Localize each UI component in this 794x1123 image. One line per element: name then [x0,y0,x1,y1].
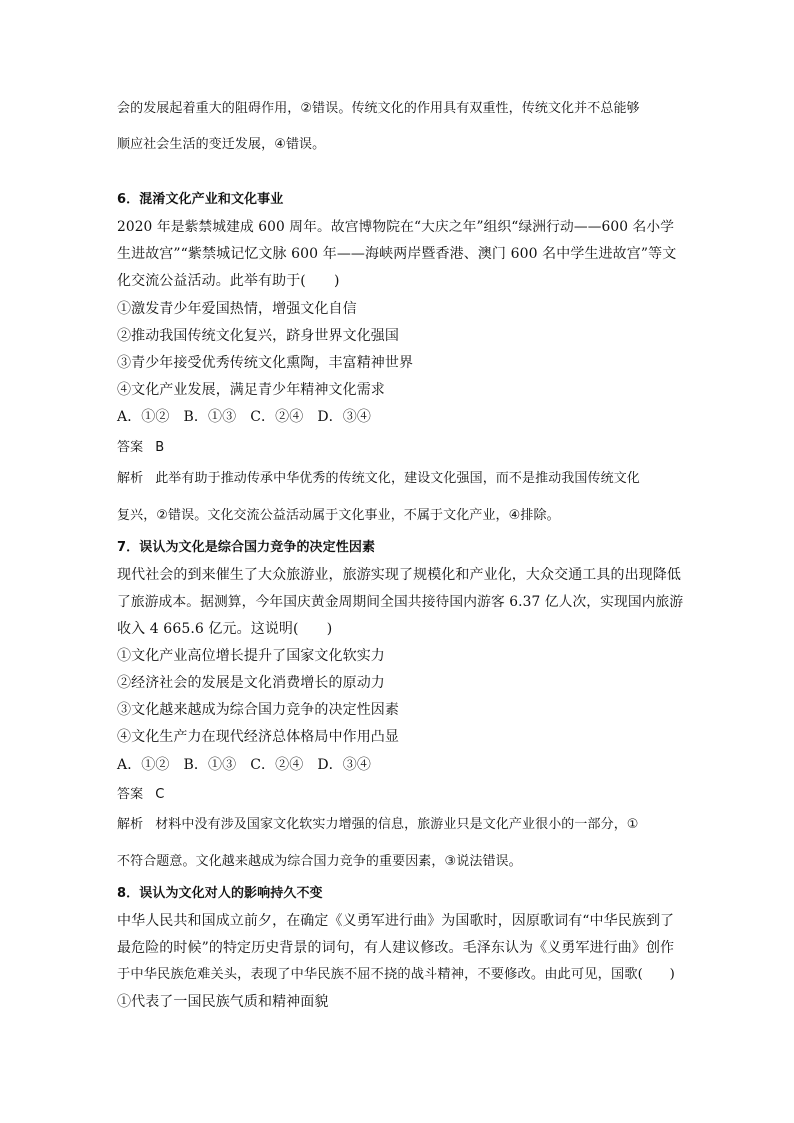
q7-item-4: ④文化生产力在现代经济总体格局中作用凸显 [117,729,399,745]
q6-explanation-line-2: 复兴，②错误。文化交流公益活动属于文化事业，不属于文化产业，④排除。 [117,508,560,523]
q8-stem-line-3: 于中华民族危难关头，表现了中华民族不屈不挠的战斗精神，不要修改。由此可见，国歌( ) [117,967,675,982]
q7-item-3: ③文化越来越成为综合国力竞争的决定性因素 [117,702,399,718]
q7-explanation-line-1 [117,816,682,834]
q8-heading: 8．误认为文化对人的影响持久不变 [117,886,323,901]
q6-item-4: ④文化产业发展，满足青少年精神文化需求 [117,382,385,398]
q6-option-c: C．②④ [250,409,304,425]
q6-item-1: ①激发青少年爱国热情，增强文化自信 [117,301,357,317]
q6-explanation-text-1: 此举有助于推动传承中华优秀的传统文化，建设文化强国，而不是推动我国传统文化 [155,471,640,486]
q7-item-1: ①文化产业高位增长提升了国家文化软实力 [117,648,385,664]
q6-explanation-line-1 [117,470,682,488]
q6-stem-line-2: 生进故宫”“紫禁城记忆文脉 600 年——海峡两岸暨香港、澳门 600 名中学生进故宫”等文 [117,246,677,262]
q7-options [117,756,682,774]
q7-stem-line-3: 收入 4 665.6 亿元。这说明( ) [117,621,333,637]
q6-heading: 6．混淆文化产业和文化事业 [117,192,284,207]
q6-option-d: D．③④ [317,409,371,425]
q6-options [117,408,682,426]
q7-item-2: ②经济社会的发展是文化消费增长的原动力 [117,675,385,691]
q7-explanation-line-2: 不符合题意。文化越来越成为综合国力竞争的重要因素，③说法错误。 [117,854,522,869]
q6-stem-line-1: 2020 年是紫禁城建成 600 周年。故宫博物院在“大庆之年”组织“绿洲行动——600 名小学 [117,219,675,235]
q6-stem-line-3: 化交流公益活动。此举有助于( ) [117,273,340,289]
q6-explanation-label: 解析 [117,471,144,486]
q7-stem-line-1: 现代社会的到来催生了大众旅游业，旅游实现了规模化和产业化，大众交通工具的出现降低 [117,567,681,583]
q5-explanation-line-1: 会的发展起着重大的阻碍作用，②错误。传统文化的作用具有双重性，传统文化并不总能够 [117,101,640,116]
q8-item-1: ①代表了一国民族气质和精神面貌 [117,994,329,1010]
q7-answer-label: 答案 [117,787,144,802]
q7-explanation-text-1: 材料中没有涉及国家文化软实力增强的信息，旅游业只是文化产业很小的一部分，① [155,817,639,832]
q6-item-3: ③青少年接受优秀传统文化熏陶，丰富精神世界 [117,355,414,371]
q6-option-a: A．①② [117,409,170,425]
q7-heading: 7．误认为文化是综合国力竞争的决定性因素 [117,540,376,555]
q7-answer-value: C [155,787,165,802]
q6-item-2: ②推动我国传统文化复兴，跻身世界文化强国 [117,328,399,344]
q7-option-a: A．①② [117,757,170,773]
q7-answer [117,786,682,804]
q7-option-d: D．③④ [317,757,371,773]
q7-option-c: C．②④ [250,757,304,773]
q5-explanation-line-2: 顺应社会生活的变迁发展，④错误。 [117,137,326,152]
q6-answer [117,439,682,457]
q6-answer-value: B [155,440,165,455]
q7-option-b: B．①③ [183,757,237,773]
q6-option-b: B．①③ [183,409,237,425]
q7-stem-line-2: 了旅游成本。据测算，今年国庆黄金周期间全国共接待国内游客 6.37 亿人次，实现国内旅游 [117,594,684,610]
q8-stem-line-1: 中华人民共和国成立前夕，在确定《义勇军进行曲》为国歌时，因原歌词有“中华民族到了 [117,913,675,929]
q7-explanation-label: 解析 [117,817,144,832]
q8-stem-line-2: 最危险的时候”的特定历史背景的词句，有人建议修改。毛泽东认为《义勇军进行曲》创作 [117,940,675,956]
q6-answer-label: 答案 [117,440,144,455]
